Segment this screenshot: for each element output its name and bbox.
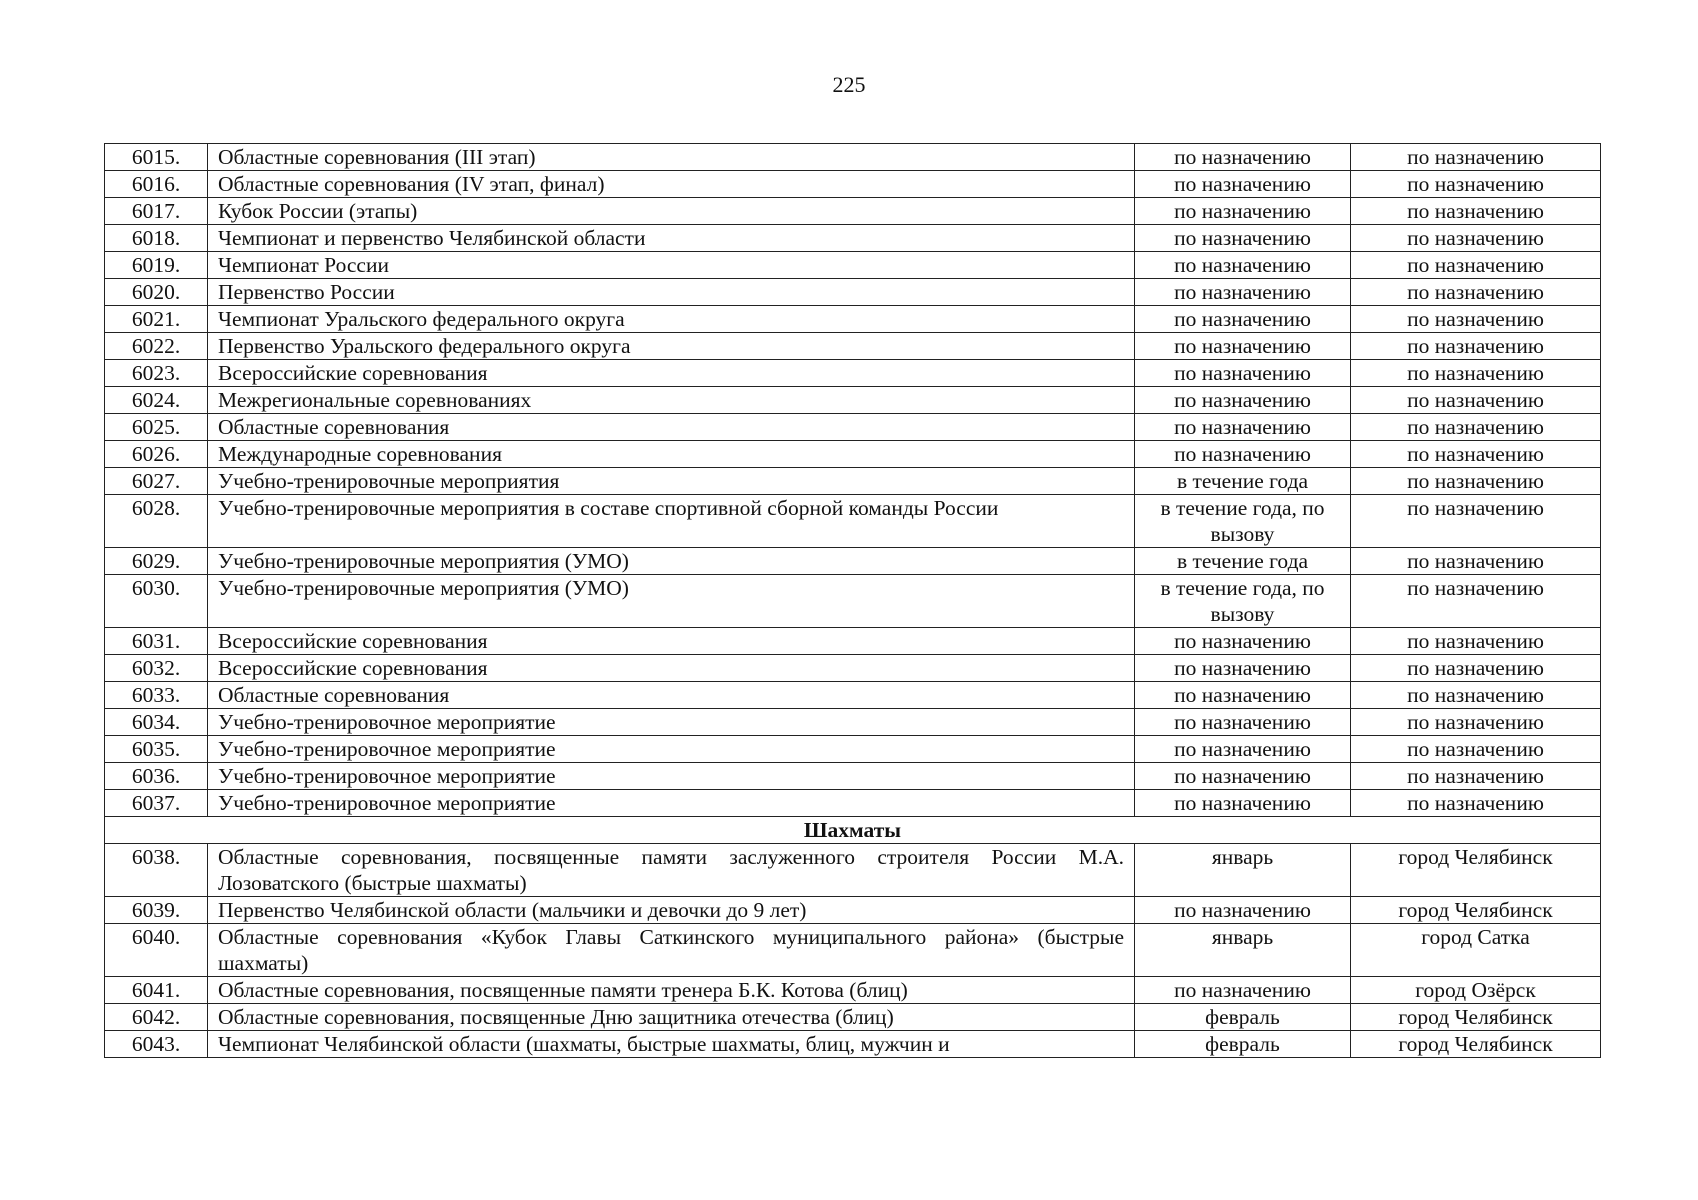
row-number: 6019.	[105, 252, 208, 279]
event-name: Международные соревнования	[208, 441, 1135, 468]
event-place: город Челябинск	[1351, 1031, 1601, 1058]
table-row	[105, 171, 1601, 198]
event-place: по назначению	[1351, 360, 1601, 387]
event-place: по назначению	[1351, 144, 1601, 171]
event-name: Областные соревнования (IV этап, финал)	[208, 171, 1135, 198]
event-place: по назначению	[1351, 171, 1601, 198]
event-date: по назначению	[1135, 198, 1351, 225]
event-name: Учебно-тренировочное мероприятие	[208, 763, 1135, 790]
event-name: Областные соревнования	[208, 414, 1135, 441]
row-number: 6024.	[105, 387, 208, 414]
event-place: по назначению	[1351, 495, 1601, 548]
event-name: Учебно-тренировочные мероприятия	[208, 468, 1135, 495]
row-number: 6027.	[105, 468, 208, 495]
event-name: Кубок России (этапы)	[208, 198, 1135, 225]
event-date: по назначению	[1135, 225, 1351, 252]
event-name: Учебно-тренировочные мероприятия (УМО)	[208, 548, 1135, 575]
event-date: по назначению	[1135, 441, 1351, 468]
event-name: Всероссийские соревнования	[208, 655, 1135, 682]
event-name: Областные соревнования, посвященные памяти тренера Б.К. Котова (блиц)	[208, 977, 1135, 1004]
event-name: Областные соревнования, посвященные памяти заслуженного строителя России М.А. Лозоватского (быстрые шахматы)	[208, 844, 1135, 897]
event-date: по назначению	[1135, 360, 1351, 387]
row-number: 6043.	[105, 1031, 208, 1058]
event-date: по назначению	[1135, 171, 1351, 198]
row-number: 6039.	[105, 897, 208, 924]
event-name: Областные соревнования «Кубок Главы Саткинского муниципального района» (быстрые шахматы)	[208, 924, 1135, 977]
event-place: по назначению	[1351, 548, 1601, 575]
events-table	[104, 143, 1601, 1058]
event-name: Чемпионат Уральского федерального округа	[208, 306, 1135, 333]
event-place: город Челябинск	[1351, 897, 1601, 924]
event-place: по назначению	[1351, 414, 1601, 441]
table-row	[105, 306, 1601, 333]
event-name: Чемпионат Челябинской области (шахматы, быстрые шахматы, блиц, мужчин и	[208, 1031, 1135, 1058]
event-place: по назначению	[1351, 628, 1601, 655]
event-place: по назначению	[1351, 575, 1601, 628]
event-place: по назначению	[1351, 682, 1601, 709]
event-name: Учебно-тренировочные мероприятия в составе спортивной сборной команды России	[208, 495, 1135, 548]
event-place: город Озёрск	[1351, 977, 1601, 1004]
row-number: 6022.	[105, 333, 208, 360]
row-number: 6040.	[105, 924, 208, 977]
event-name: Областные соревнования	[208, 682, 1135, 709]
event-place: по назначению	[1351, 333, 1601, 360]
table-row	[105, 1031, 1601, 1058]
event-place: город Челябинск	[1351, 844, 1601, 897]
table-row	[105, 360, 1601, 387]
row-number: 6036.	[105, 763, 208, 790]
event-date: по назначению	[1135, 387, 1351, 414]
event-name: Первенство России	[208, 279, 1135, 306]
table-row	[105, 468, 1601, 495]
table-row	[105, 198, 1601, 225]
event-place: по назначению	[1351, 709, 1601, 736]
event-date: февраль	[1135, 1004, 1351, 1031]
row-number: 6035.	[105, 736, 208, 763]
table-row	[105, 548, 1601, 575]
event-name: Первенство Челябинской области (мальчики и девочки до 9 лет)	[208, 897, 1135, 924]
row-number: 6037.	[105, 790, 208, 817]
table-row	[105, 144, 1601, 171]
event-place: по назначению	[1351, 655, 1601, 682]
row-number: 6021.	[105, 306, 208, 333]
row-number: 6025.	[105, 414, 208, 441]
event-date: по назначению	[1135, 790, 1351, 817]
row-number: 6033.	[105, 682, 208, 709]
table-row	[105, 414, 1601, 441]
event-name: Межрегиональные соревнованиях	[208, 387, 1135, 414]
events-table-body	[105, 144, 1601, 1058]
event-date: январь	[1135, 924, 1351, 977]
table-row	[105, 628, 1601, 655]
event-place: по назначению	[1351, 441, 1601, 468]
table-row	[105, 709, 1601, 736]
event-date: по назначению	[1135, 252, 1351, 279]
event-date: по назначению	[1135, 897, 1351, 924]
table-row	[105, 495, 1601, 548]
event-date: по назначению	[1135, 655, 1351, 682]
table-row	[105, 763, 1601, 790]
event-place: по назначению	[1351, 306, 1601, 333]
section-row	[105, 817, 1601, 844]
event-date: в течение года, по вызову	[1135, 495, 1351, 548]
row-number: 6029.	[105, 548, 208, 575]
page-number: 225	[832, 72, 866, 97]
event-name: Чемпионат и первенство Челябинской области	[208, 225, 1135, 252]
event-name: Первенство Уральского федерального округа	[208, 333, 1135, 360]
event-date: по назначению	[1135, 279, 1351, 306]
table-row	[105, 441, 1601, 468]
event-name: Областные соревнования, посвященные Дню защитника отечества (блиц)	[208, 1004, 1135, 1031]
table-row	[105, 897, 1601, 924]
event-name: Чемпионат России	[208, 252, 1135, 279]
event-name: Учебно-тренировочное мероприятие	[208, 736, 1135, 763]
row-number: 6017.	[105, 198, 208, 225]
event-name: Учебно-тренировочное мероприятие	[208, 790, 1135, 817]
row-number: 6015.	[105, 144, 208, 171]
row-number: 6034.	[105, 709, 208, 736]
row-number: 6026.	[105, 441, 208, 468]
row-number: 6032.	[105, 655, 208, 682]
event-place: по назначению	[1351, 468, 1601, 495]
row-number: 6016.	[105, 171, 208, 198]
event-date: по назначению	[1135, 736, 1351, 763]
row-number: 6018.	[105, 225, 208, 252]
event-place: по назначению	[1351, 225, 1601, 252]
event-date: по назначению	[1135, 682, 1351, 709]
table-row	[105, 682, 1601, 709]
table-row	[105, 279, 1601, 306]
table-row	[105, 575, 1601, 628]
event-name: Всероссийские соревнования	[208, 628, 1135, 655]
table-row	[105, 790, 1601, 817]
event-place: по назначению	[1351, 387, 1601, 414]
row-number: 6030.	[105, 575, 208, 628]
row-number: 6031.	[105, 628, 208, 655]
table-row	[105, 252, 1601, 279]
event-date: по назначению	[1135, 414, 1351, 441]
event-place: по назначению	[1351, 198, 1601, 225]
table-row	[105, 387, 1601, 414]
event-date: в течение года, по вызову	[1135, 575, 1351, 628]
event-place: город Сатка	[1351, 924, 1601, 977]
table-row	[105, 333, 1601, 360]
event-date: в течение года	[1135, 468, 1351, 495]
event-name: Областные соревнования (III этап)	[208, 144, 1135, 171]
row-number: 6041.	[105, 977, 208, 1004]
event-date: по назначению	[1135, 144, 1351, 171]
table-row	[105, 655, 1601, 682]
row-number: 6038.	[105, 844, 208, 897]
event-place: по назначению	[1351, 763, 1601, 790]
event-date: по назначению	[1135, 333, 1351, 360]
table-row	[105, 225, 1601, 252]
event-place: по назначению	[1351, 790, 1601, 817]
table-row	[105, 1004, 1601, 1031]
event-place: город Челябинск	[1351, 1004, 1601, 1031]
event-date: по назначению	[1135, 977, 1351, 1004]
event-date: по назначению	[1135, 763, 1351, 790]
table-row	[105, 736, 1601, 763]
event-name: Всероссийские соревнования	[208, 360, 1135, 387]
event-date: по назначению	[1135, 709, 1351, 736]
section-title: Шахматы	[105, 817, 1601, 844]
event-date: февраль	[1135, 1031, 1351, 1058]
row-number: 6028.	[105, 495, 208, 548]
table-row	[105, 924, 1601, 977]
row-number: 6042.	[105, 1004, 208, 1031]
row-number: 6020.	[105, 279, 208, 306]
event-date: январь	[1135, 844, 1351, 897]
event-date: в течение года	[1135, 548, 1351, 575]
event-place: по назначению	[1351, 252, 1601, 279]
event-date: по назначению	[1135, 306, 1351, 333]
event-place: по назначению	[1351, 279, 1601, 306]
event-name: Учебно-тренировочное мероприятие	[208, 709, 1135, 736]
event-date: по назначению	[1135, 628, 1351, 655]
event-place: по назначению	[1351, 736, 1601, 763]
row-number: 6023.	[105, 360, 208, 387]
event-name: Учебно-тренировочные мероприятия (УМО)	[208, 575, 1135, 628]
table-row	[105, 977, 1601, 1004]
table-row	[105, 844, 1601, 897]
